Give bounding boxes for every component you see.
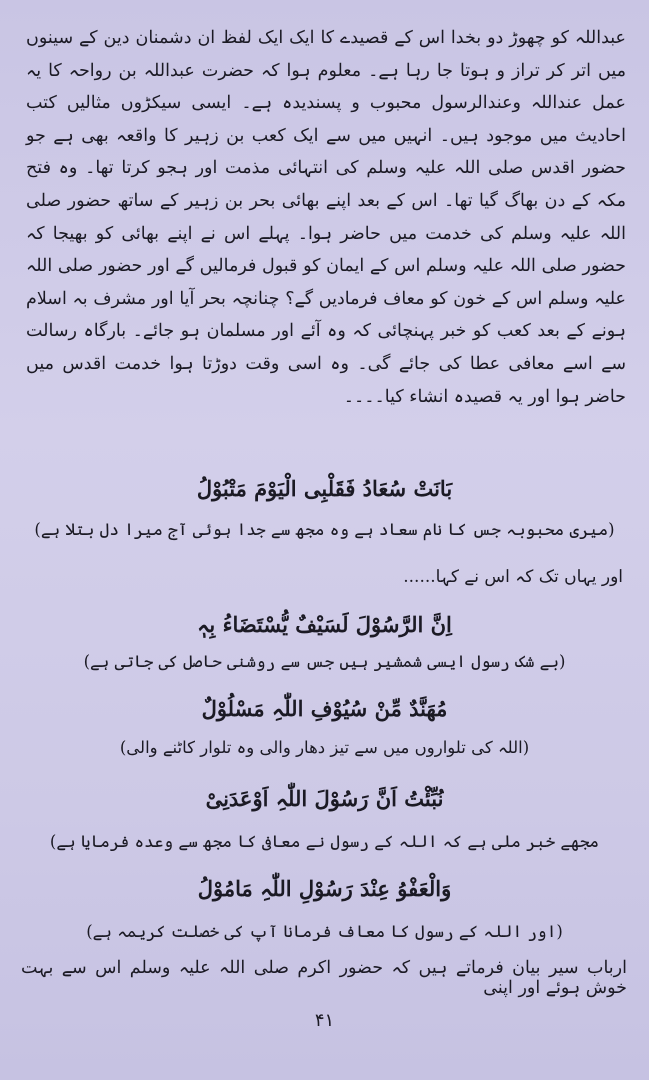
verse-4: نُبِّئْتُ اَنَّ رَسُوْلَ اللّٰہِ اَوْعَدَنِیْ — [205, 786, 444, 811]
verse-1-translation: (میری محبوبہ جس کا نام سعاد ہے وہ مجھ سے جدا ہوئی آج میرا دل بتلا ہے) — [34, 520, 615, 539]
intro-line: اور یہاں تک کہ اس نے کہا...... — [403, 567, 623, 587]
verse-4-translation: مجھے خبر ملی ہے کہ اللہ کے رسول نے معافی کا مجھ سے وعدہ فرمایا ہے) — [49, 832, 600, 851]
verse-5-translation: (اور اللہ کے رسول کا معاف فرمانا آپ کی خصلت کریمہ ہے) — [86, 922, 563, 941]
body-text: عبداللہ کو چھوڑ دو بخدا اس کے قصیدے کا ایک ایک لفظ ان دشمنان دین کے سینوں میں اتر کر تراز و ہوتا جا رہا ہے۔ معلوم ہوا کہ حضرت عبداللہ بن رواحہ کا یہ عمل عنداللہ وعندالرسول محبوب و پسندیدہ ہے۔ ایسی سیکڑوں مثالیں کتب احادیث میں موجود ہیں۔ انہیں میں سے ایک کعب بن زہیر کا واقعہ بھی ہے جو حضور اقدس صلی اللہ علیہ وسلم کی انتہائی مذمت اور ہجو کرتا تھا۔ وہ فتح مکہ کے دن بھاگ گیا تھا۔ اس کے بعد اپنے بھائی بحر بن زہیر کے ساتھ حضور صلی اللہ علیہ وسلم کی خدمت میں حاضر ہوا۔ پہلے اس نے اپنے بھائی کو بھیجا کہ حضور صلی اللہ علیہ وسلم اس کے ایمان کو قبول فرمالیں گے اور حضور صلی اللہ علیہ وسلم اس کے خون کو معاف فرمادیں گے؟ چنانچہ بحر آیا اور مشرف بہ اسلام ہونے کے بعد کعب کو خبر پہنچائی کہ وہ آئے اور مسلمان ہو جائے۔ بارگاہ رسالت سے اسے معافی عطا کی جائے گی۔ وہ اسی وقت دوڑتا ہوا خدمت اقدس میں حاضر ہوا اور یہ قصیدہ انشاء کیا۔۔۔۔ — [26, 28, 626, 407]
verse-3: مُھَنَّدٌ مِّنْ سُیُوْفِ اللّٰہِ مَسْلُوْلٌ — [201, 696, 448, 721]
verse-2-translation: (بے شک رسول ایسی شمشیر ہیں جس سے روشنی حاصل کی جاتی ہے) — [83, 652, 566, 671]
verse-5: وَالْعَفْوُ عِنْدَ رَسُوْلِ اللّٰہِ مَامُوْلُ — [197, 876, 452, 901]
closing-line: ارباب سیر بیان فرماتے ہیں کہ حضور اکرم صلی اللہ علیہ وسلم اس سے بہت خوش ہوئے اور اپنی — [21, 958, 627, 998]
page-number: ۴۱ — [314, 1010, 335, 1031]
verse-1: بَانَتْ سُعَادُ فَقَلْبِی الْیَوْمَ مَتْبُوْلُ — [196, 476, 453, 501]
verse-2: اِنَّ الرَّسُوْلَ لَسَیْفٌ یُّسْتَضَاءُ بِہٖ — [197, 612, 452, 637]
body-paragraph — [26, 22, 626, 413]
verse-3-translation: (اللہ کی تلواروں میں سے تیز دھار والی وہ تلوار کاٹنے والی) — [119, 738, 530, 757]
